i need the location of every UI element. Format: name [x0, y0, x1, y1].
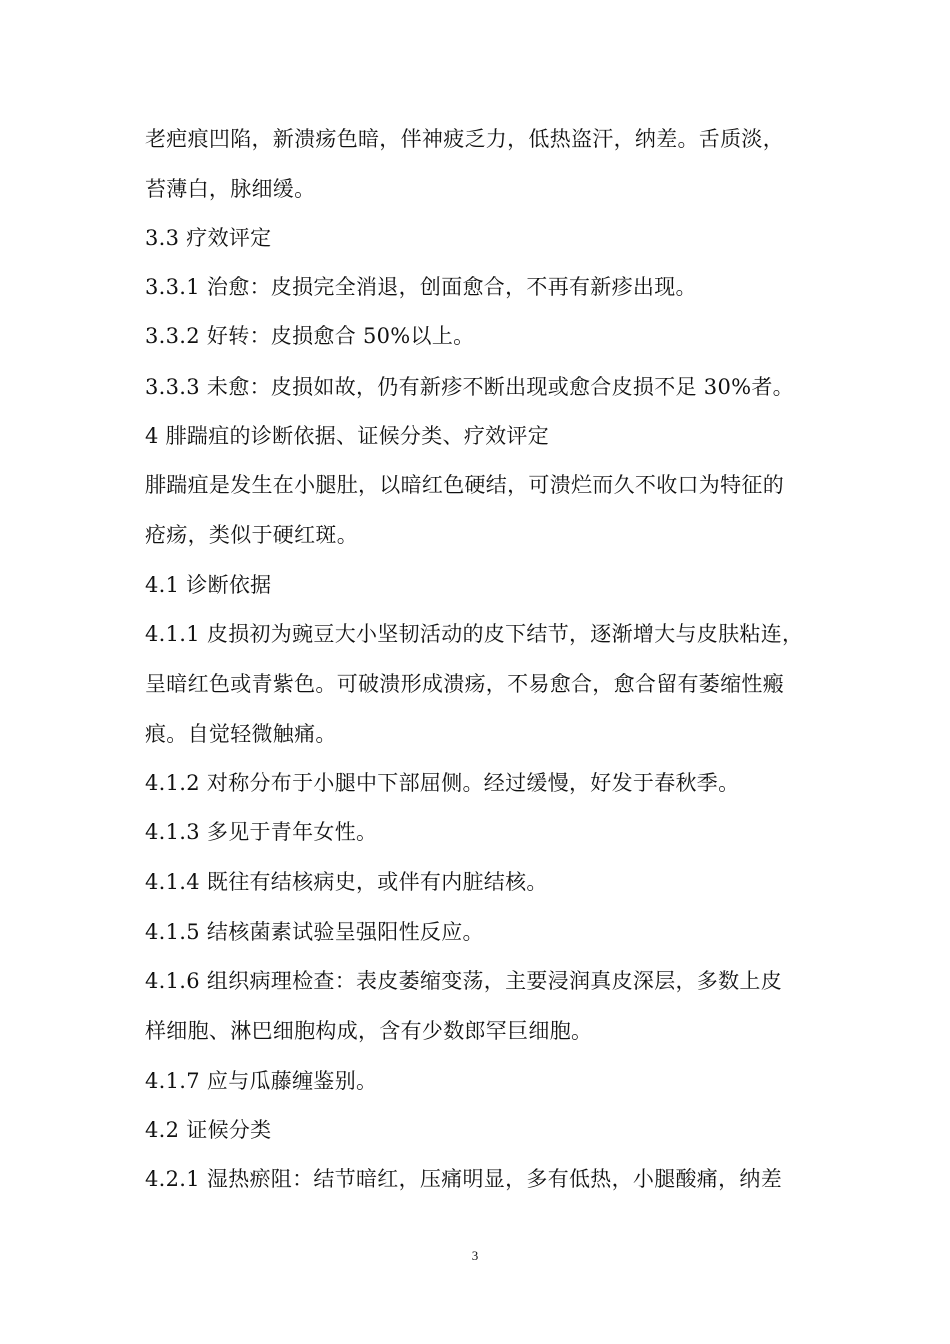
section-heading: 4.1 诊断依据: [145, 573, 272, 597]
text-line: 老疤痕凹陷，新溃疡色暗，伴神疲乏力，低热盗汗，纳差。舌质淡，: [145, 127, 784, 151]
text-line: 4.1.2 对称分布于小腿中下部屈侧。经过缓慢，好发于春秋季。: [145, 771, 740, 795]
text-line: 苔薄白，脉细缓。: [145, 177, 316, 201]
section-heading: 3.3 疗效评定: [145, 226, 272, 250]
text-line: 疮疡，类似于硬红斑。: [145, 523, 358, 547]
text-line: 4.1.6 组织病理检查：表皮萎缩变荡，主要浸润真皮深层，多数上皮: [145, 969, 783, 993]
text-line: 3.3.3 未愈：皮损如故，仍有新疹不断出现或愈合皮损不足 30%者。: [145, 375, 794, 399]
text-line: 呈暗红色或青紫色。可破溃形成溃疡，不易愈合，愈合留有萎缩性瘢: [145, 672, 784, 696]
section-heading: 4.2 证候分类: [145, 1118, 272, 1142]
text-line: 4.1.7 应与瓜藤缠鉴别。: [145, 1069, 378, 1093]
text-line: 4.1.4 既往有结核病史，或伴有内脏结核。: [145, 870, 548, 894]
text-line: 4.1.5 结核菌素试验呈强阳性反应。: [145, 920, 484, 944]
text-line: 4.1.3 多见于青年女性。: [145, 820, 378, 844]
section-heading: 4 腓踹疽的诊断依据、证候分类、疗效评定: [145, 424, 550, 448]
text-line: 4.2.1 湿热瘀阻：结节暗红，压痛明显，多有低热，小腿酸痛，纳差: [145, 1167, 783, 1191]
text-line: 痕。自觉轻微触痛。: [145, 722, 337, 746]
text-line: 样细胞、淋巴细胞构成，含有少数郎罕巨细胞。: [145, 1019, 593, 1043]
text-line: 3.3.2 好转：皮损愈合 50%以上。: [145, 324, 475, 348]
text-line: 4.1.1 皮损初为豌豆大小坚韧活动的皮下结节，逐渐增大与皮肤粘连，: [145, 622, 804, 646]
text-line: 腓踹疽是发生在小腿肚，以暗红色硬结，可溃烂而久不收口为特征的: [145, 473, 784, 497]
text-line: 3.3.1 治愈：皮损完全消退，创面愈合，不再有新疹出现。: [145, 275, 697, 299]
page-number: 3: [471, 1248, 479, 1263]
